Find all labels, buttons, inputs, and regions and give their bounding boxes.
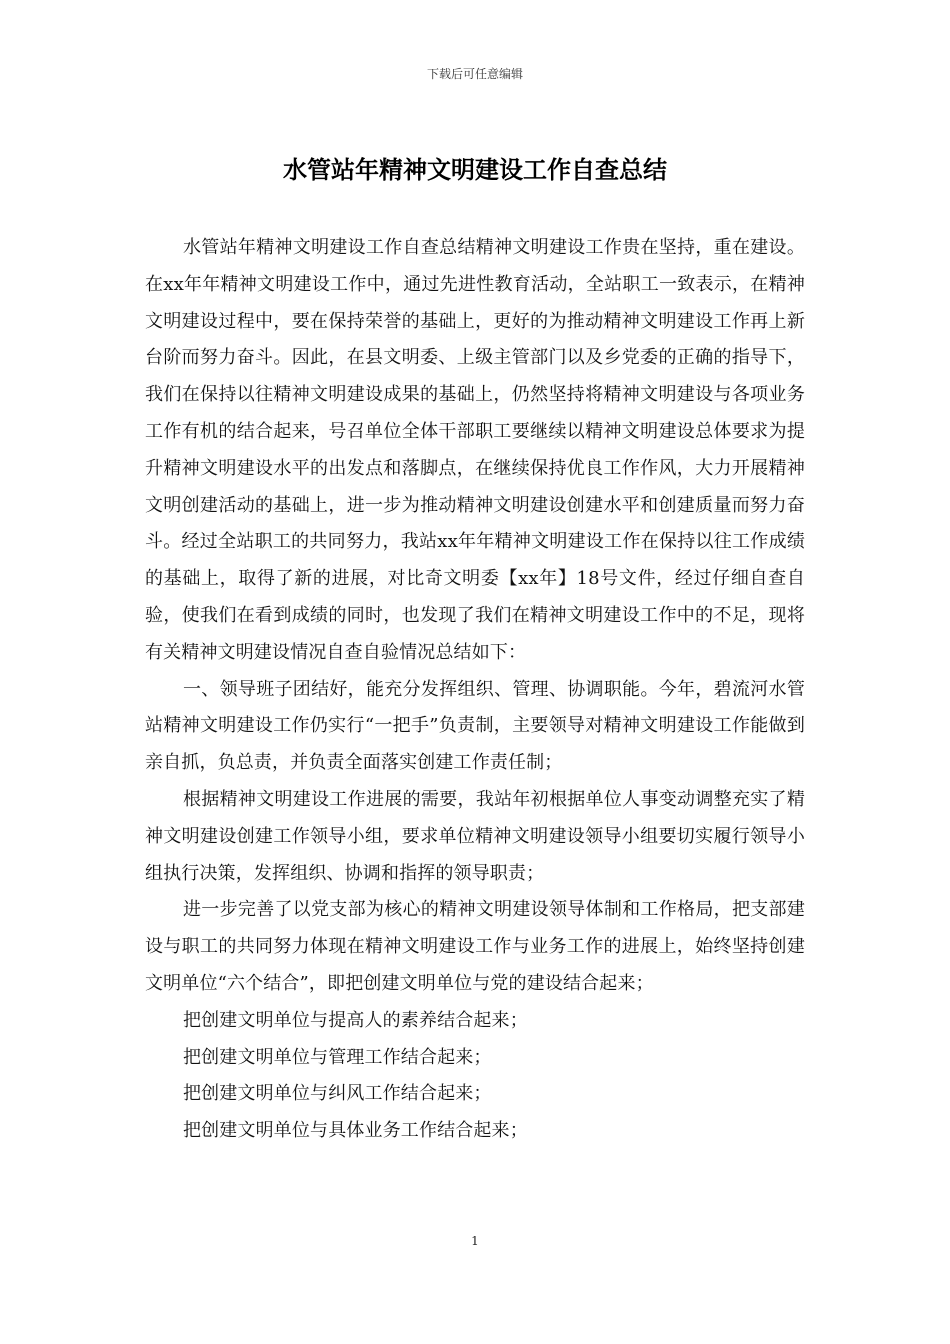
paragraph-intro: 水管站年精神文明建设工作自查总结精神文明建设工作贵在坚持，重在建设。在xx年年精神文明建设工作中，通过先进性教育活动，全站职工一致表示，在精神文明建设过程中，要在保持荣誉的基础上，更好的为推动精神文明建设工作再上新台阶而努力奋斗。因此，在县文明委、上级主管部门以及乡党委的正确的指导下，我们在保持以往精神文明建设成果的基础上，仍然坚持将精神文明建设与各项业务工作有机的结合起来，号召单位全体干部职工要继续以精神文明建设总体要求为提升精神文明建设水平的出发点和落脚点，在继续保持优良工作作风，大力开展精神文明创建活动的基础上，进一步为推动精神文明建设创建水平和创建质量而努力奋斗。经过全站职工的共同努力，我站xx年年精神文明建设工作在保持以往工作成绩的基础上，取得了新的进展，对比奇文明委【xx年】18号文件，经过仔细自查自验，使我们在看到成绩的同时，也发现了我们在精神文明建设工作中的不足，现将有关精神文明建设情况自查自验情况总结如下：	[145, 237, 805, 663]
page-header-note: 下载后可任意编辑	[426, 67, 523, 81]
paragraph-combine-business: 把创建文明单位与具体业务工作结合起来；	[183, 1120, 528, 1142]
paragraph-combine-management: 把创建文明单位与管理工作结合起来；	[183, 1046, 492, 1068]
document-body	[145, 230, 805, 1150]
page-number: 1	[471, 1234, 479, 1248]
paragraph-combine-quality: 把创建文明单位与提高人的素养结合起来；	[183, 1009, 528, 1031]
paragraph-leadership: 一、领导班子团结好，能充分发挥组织、管理、协调职能。今年，碧流河水管站精神文明建设工作仍实行“一把手”负责制，主要领导对精神文明建设工作能做到亲自抓，负总责，并负责全面落实创建工作责任制；	[145, 678, 805, 774]
paragraph-leading-group: 根据精神文明建设工作进展的需要，我站年初根据单位人事变动调整充实了精神文明建设创建工作领导小组，要求单位精神文明建设领导小组要切实履行领导小组执行决策，发挥组织、协调和指挥的领导职责；	[145, 788, 805, 884]
paragraph-party-branch: 进一步完善了以党支部为核心的精神文明建设领导体制和工作格局，把支部建设与职工的共同努力体现在精神文明建设工作与业务工作的进展上，始终坚持创建文明单位“六个结合”，即把创建文明单位与党的建设结合起来；	[145, 899, 805, 994]
document-title: 水管站年精神文明建设工作自查总结	[283, 156, 667, 184]
paragraph-combine-conduct: 把创建文明单位与纠风工作结合起来；	[183, 1083, 492, 1105]
